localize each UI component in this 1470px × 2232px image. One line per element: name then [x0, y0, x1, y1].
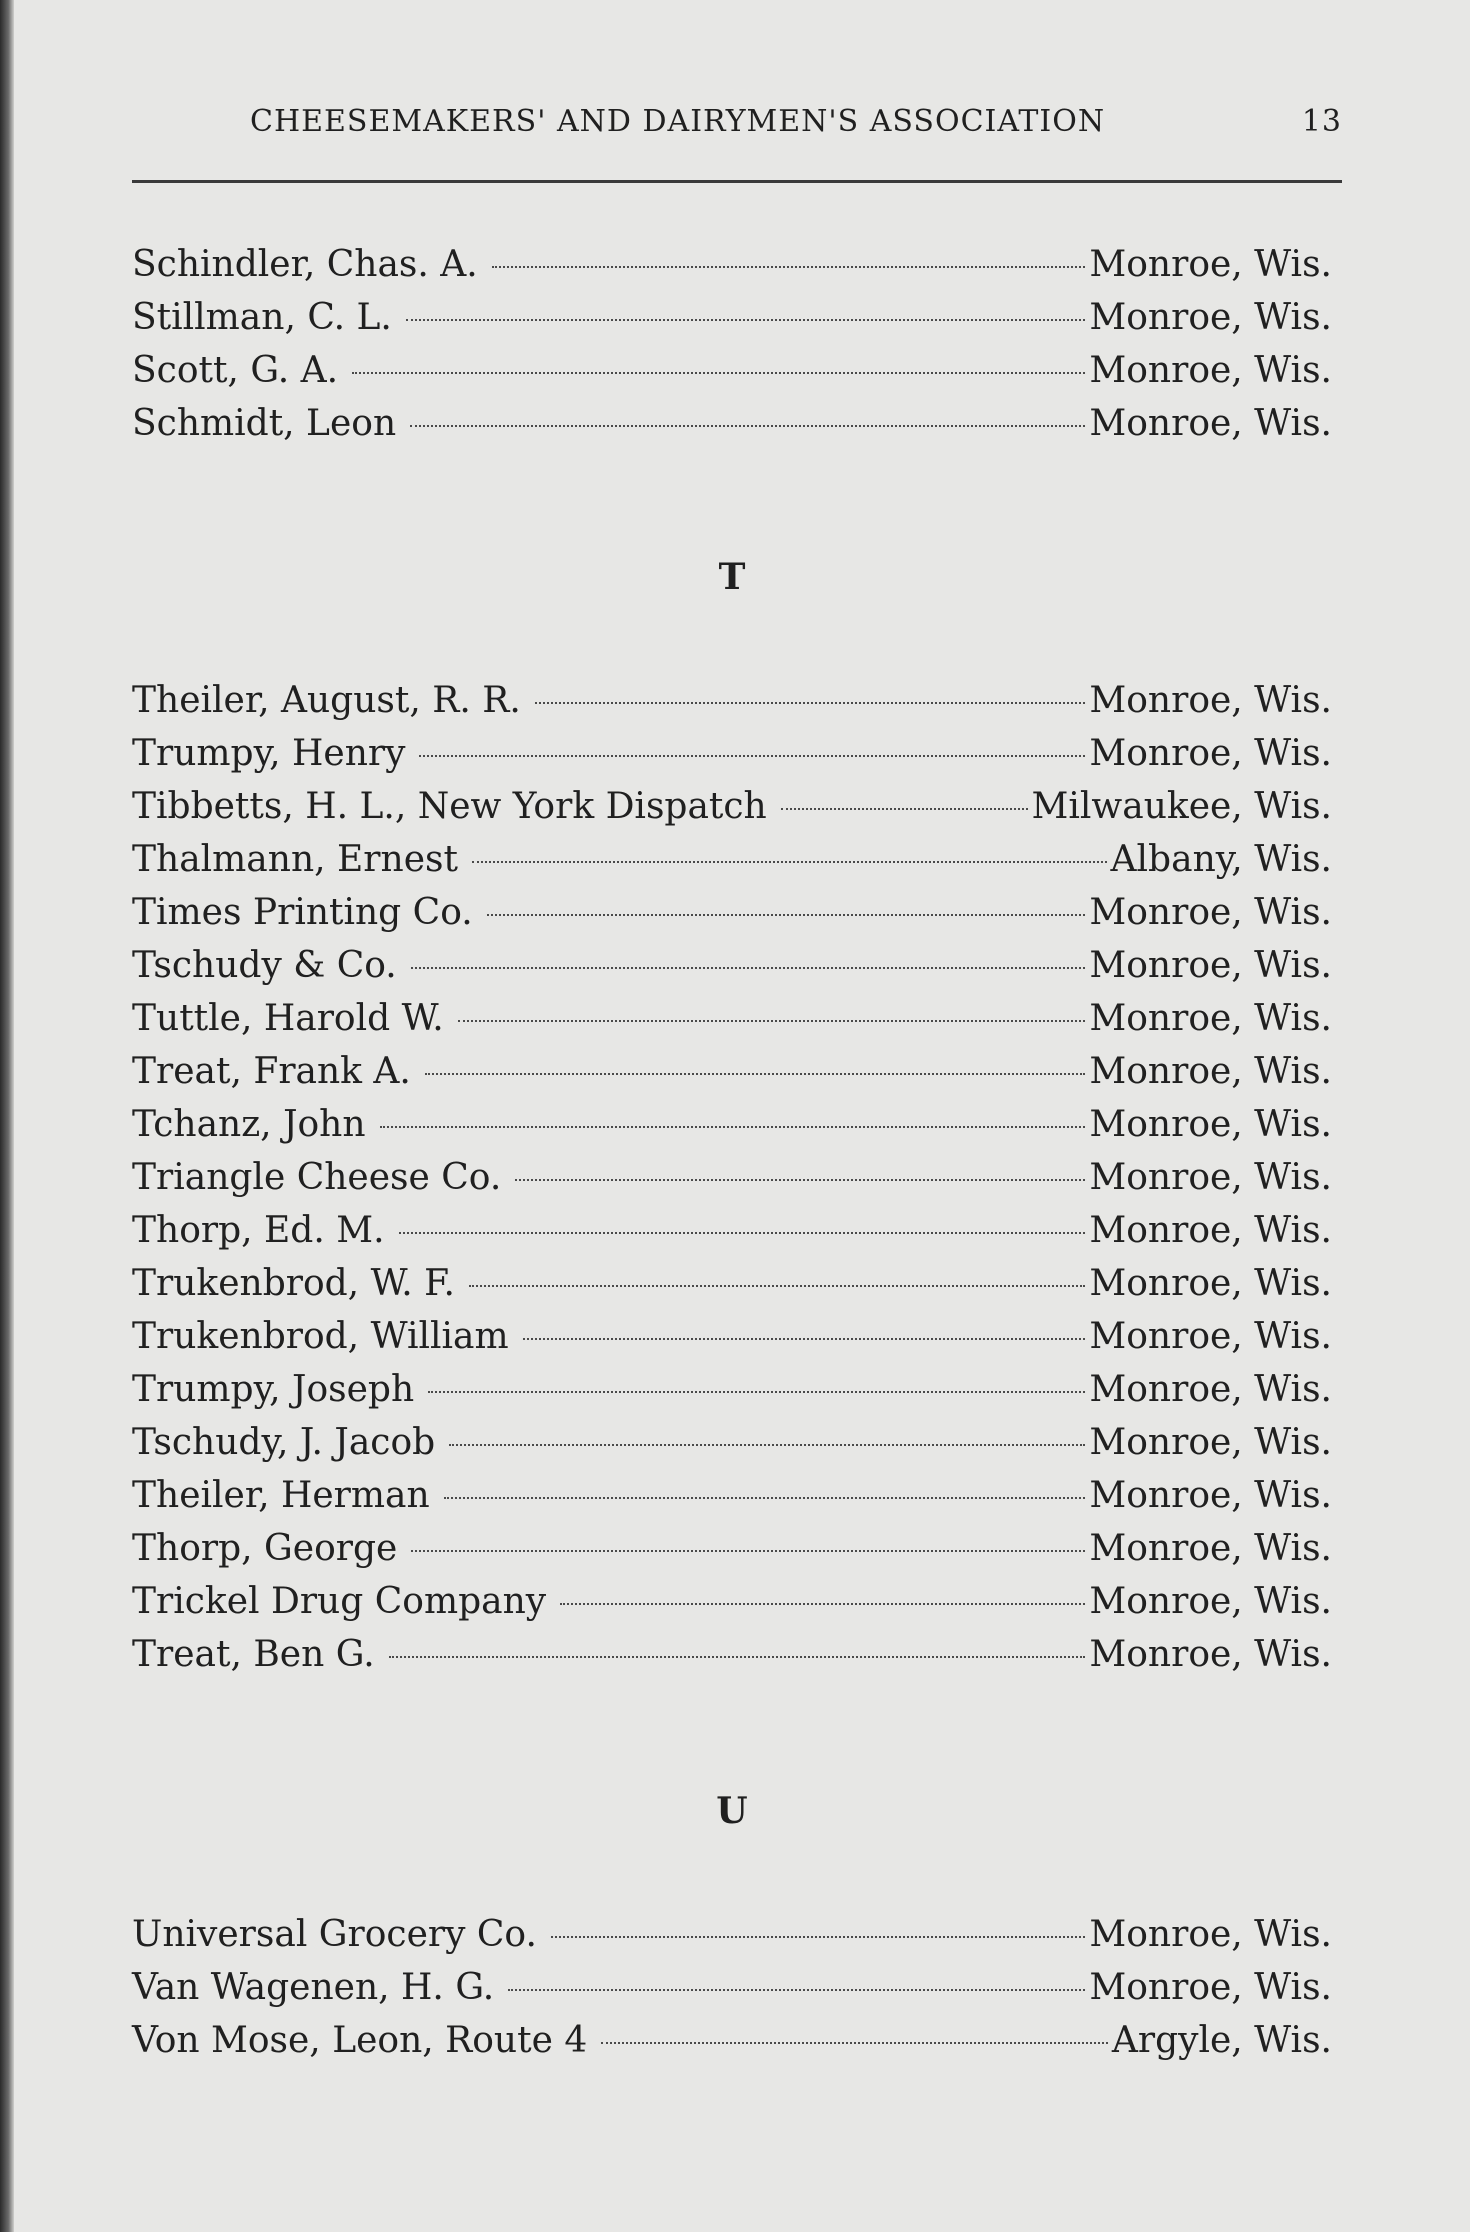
- list-item: [132, 1045, 1332, 1098]
- entry-name: Treat, Frank A.: [132, 1051, 411, 1092]
- entry-name: Schmidt, Leon: [132, 403, 397, 444]
- entry-name: Tchanz, John: [132, 1104, 366, 1145]
- section-u: [132, 1908, 1332, 2067]
- entry-name: Tschudy, J. Jacob: [132, 1422, 436, 1463]
- list-item: [132, 1416, 1332, 1469]
- entry-place: Monroe, Wis.: [1089, 892, 1332, 933]
- entry-place: Monroe, Wis.: [1089, 945, 1332, 986]
- dot-leader: [781, 808, 1028, 810]
- list-item: [132, 2014, 1332, 2067]
- dot-leader: [425, 1073, 1086, 1075]
- entry-name: Trukenbrod, W. F.: [132, 1263, 455, 1304]
- dot-leader: [406, 319, 1086, 321]
- entry-place: Monroe, Wis.: [1089, 350, 1332, 391]
- dot-leader: [560, 1603, 1085, 1605]
- entry-place: Monroe, Wis.: [1089, 1157, 1332, 1198]
- list-item: [132, 780, 1332, 833]
- dot-leader: [515, 1179, 1085, 1181]
- list-item: [132, 727, 1332, 780]
- entry-name: Thalmann, Ernest: [132, 839, 458, 880]
- entry-place: Argyle, Wis.: [1111, 2020, 1332, 2061]
- dot-leader: [389, 1656, 1086, 1658]
- entry-place: Monroe, Wis.: [1089, 1210, 1332, 1251]
- dot-leader: [449, 1444, 1085, 1446]
- entry-name: Trumpy, Joseph: [132, 1369, 415, 1410]
- list-item: [132, 992, 1332, 1045]
- entry-place: Monroe, Wis.: [1089, 1422, 1332, 1463]
- entry-place: Monroe, Wis.: [1089, 1528, 1332, 1569]
- list-item: [132, 1522, 1332, 1575]
- entry-name: Trickel Drug Company: [132, 1581, 547, 1622]
- list-item: [132, 1961, 1332, 2014]
- entry-place: Monroe, Wis.: [1089, 1581, 1332, 1622]
- entry-name: Trukenbrod, William: [132, 1316, 509, 1357]
- list-item: [132, 1908, 1332, 1961]
- entry-place: Monroe, Wis.: [1089, 1369, 1332, 1410]
- dot-leader: [380, 1126, 1086, 1128]
- entry-name: Tschudy & Co.: [132, 945, 397, 986]
- list-item: [132, 291, 1332, 344]
- dot-leader: [535, 702, 1086, 704]
- list-item: [132, 1310, 1332, 1363]
- entry-name: Thorp, George: [132, 1528, 398, 1569]
- list-item: [132, 1098, 1332, 1151]
- entry-place: Monroe, Wis.: [1089, 1263, 1332, 1304]
- dot-leader: [458, 1020, 1086, 1022]
- dot-leader: [419, 755, 1085, 757]
- list-item: [132, 1469, 1332, 1522]
- entry-place: Monroe, Wis.: [1089, 1914, 1332, 1955]
- list-item: [132, 1151, 1332, 1204]
- entry-place: Monroe, Wis.: [1089, 1051, 1332, 1092]
- list-item: [132, 1575, 1332, 1628]
- dot-leader: [469, 1285, 1085, 1287]
- entry-name: Tibbetts, H. L., New York Dispatch: [132, 786, 767, 827]
- entry-name: Von Mose, Leon, Route 4: [132, 2020, 588, 2061]
- list-item: [132, 674, 1332, 727]
- section-t: [132, 674, 1332, 1681]
- page-number: 13: [1301, 104, 1342, 139]
- list-item: [132, 397, 1332, 450]
- list-item: [132, 1257, 1332, 1310]
- entry-name: Times Printing Co.: [132, 892, 473, 933]
- list-item: [132, 344, 1332, 397]
- entry-place: Monroe, Wis.: [1089, 1634, 1332, 1675]
- entry-place: Monroe, Wis.: [1089, 998, 1332, 1039]
- dot-leader: [410, 425, 1085, 427]
- entry-place: Milwaukee, Wis.: [1031, 786, 1332, 827]
- list-item: [132, 1204, 1332, 1257]
- list-item: [132, 939, 1332, 992]
- entry-name: Scott, G. A.: [132, 350, 339, 391]
- dot-leader: [508, 1989, 1085, 1991]
- entry-name: Stillman, C. L.: [132, 297, 392, 338]
- entry-place: Monroe, Wis.: [1089, 733, 1332, 774]
- dot-leader: [399, 1232, 1086, 1234]
- entry-place: Monroe, Wis.: [1089, 403, 1332, 444]
- entry-name: Triangle Cheese Co.: [132, 1157, 502, 1198]
- dot-leader: [551, 1936, 1085, 1938]
- dot-leader: [444, 1497, 1086, 1499]
- entry-place: Monroe, Wis.: [1089, 297, 1332, 338]
- entry-name: Van Wagenen, H. G.: [132, 1967, 495, 2008]
- dot-leader: [428, 1391, 1085, 1393]
- list-item: [132, 1363, 1332, 1416]
- entry-name: Trumpy, Henry: [132, 733, 406, 774]
- entry-name: Theiler, Herman: [132, 1475, 430, 1516]
- section-letter-u: U: [716, 1790, 748, 1832]
- list-item: [132, 886, 1332, 939]
- section-letter-t: T: [718, 556, 746, 598]
- book-spine-shadow: [0, 0, 14, 2232]
- entry-place: Monroe, Wis.: [1089, 1967, 1332, 2008]
- entry-place: Albany, Wis.: [1110, 839, 1332, 880]
- dot-leader: [352, 372, 1085, 374]
- entry-place: Monroe, Wis.: [1089, 680, 1332, 721]
- running-header: [132, 104, 1342, 148]
- entry-name: Treat, Ben G.: [132, 1634, 375, 1675]
- running-header-title: CHEESEMAKERS' AND DAIRYMEN'S ASSOCIATION: [250, 104, 1106, 139]
- entry-place: Monroe, Wis.: [1089, 1475, 1332, 1516]
- entry-place: Monroe, Wis.: [1089, 1316, 1332, 1357]
- dot-leader: [411, 967, 1086, 969]
- entry-name: Schindler, Chas. A.: [132, 244, 478, 285]
- list-item: [132, 1628, 1332, 1681]
- entry-name: Universal Grocery Co.: [132, 1914, 537, 1955]
- dot-leader: [601, 2042, 1108, 2044]
- dot-leader: [523, 1338, 1086, 1340]
- section-s-continued: [132, 238, 1332, 450]
- dot-leader: [411, 1550, 1085, 1552]
- entry-name: Theiler, August, R. R.: [132, 680, 521, 721]
- list-item: [132, 833, 1332, 886]
- header-rule: [132, 180, 1342, 183]
- entry-place: Monroe, Wis.: [1089, 1104, 1332, 1145]
- dot-leader: [487, 914, 1086, 916]
- entry-place: Monroe, Wis.: [1089, 244, 1332, 285]
- dot-leader: [492, 266, 1086, 268]
- entry-name: Thorp, Ed. M.: [132, 1210, 385, 1251]
- list-item: [132, 238, 1332, 291]
- dot-leader: [472, 861, 1107, 863]
- entry-name: Tuttle, Harold W.: [132, 998, 444, 1039]
